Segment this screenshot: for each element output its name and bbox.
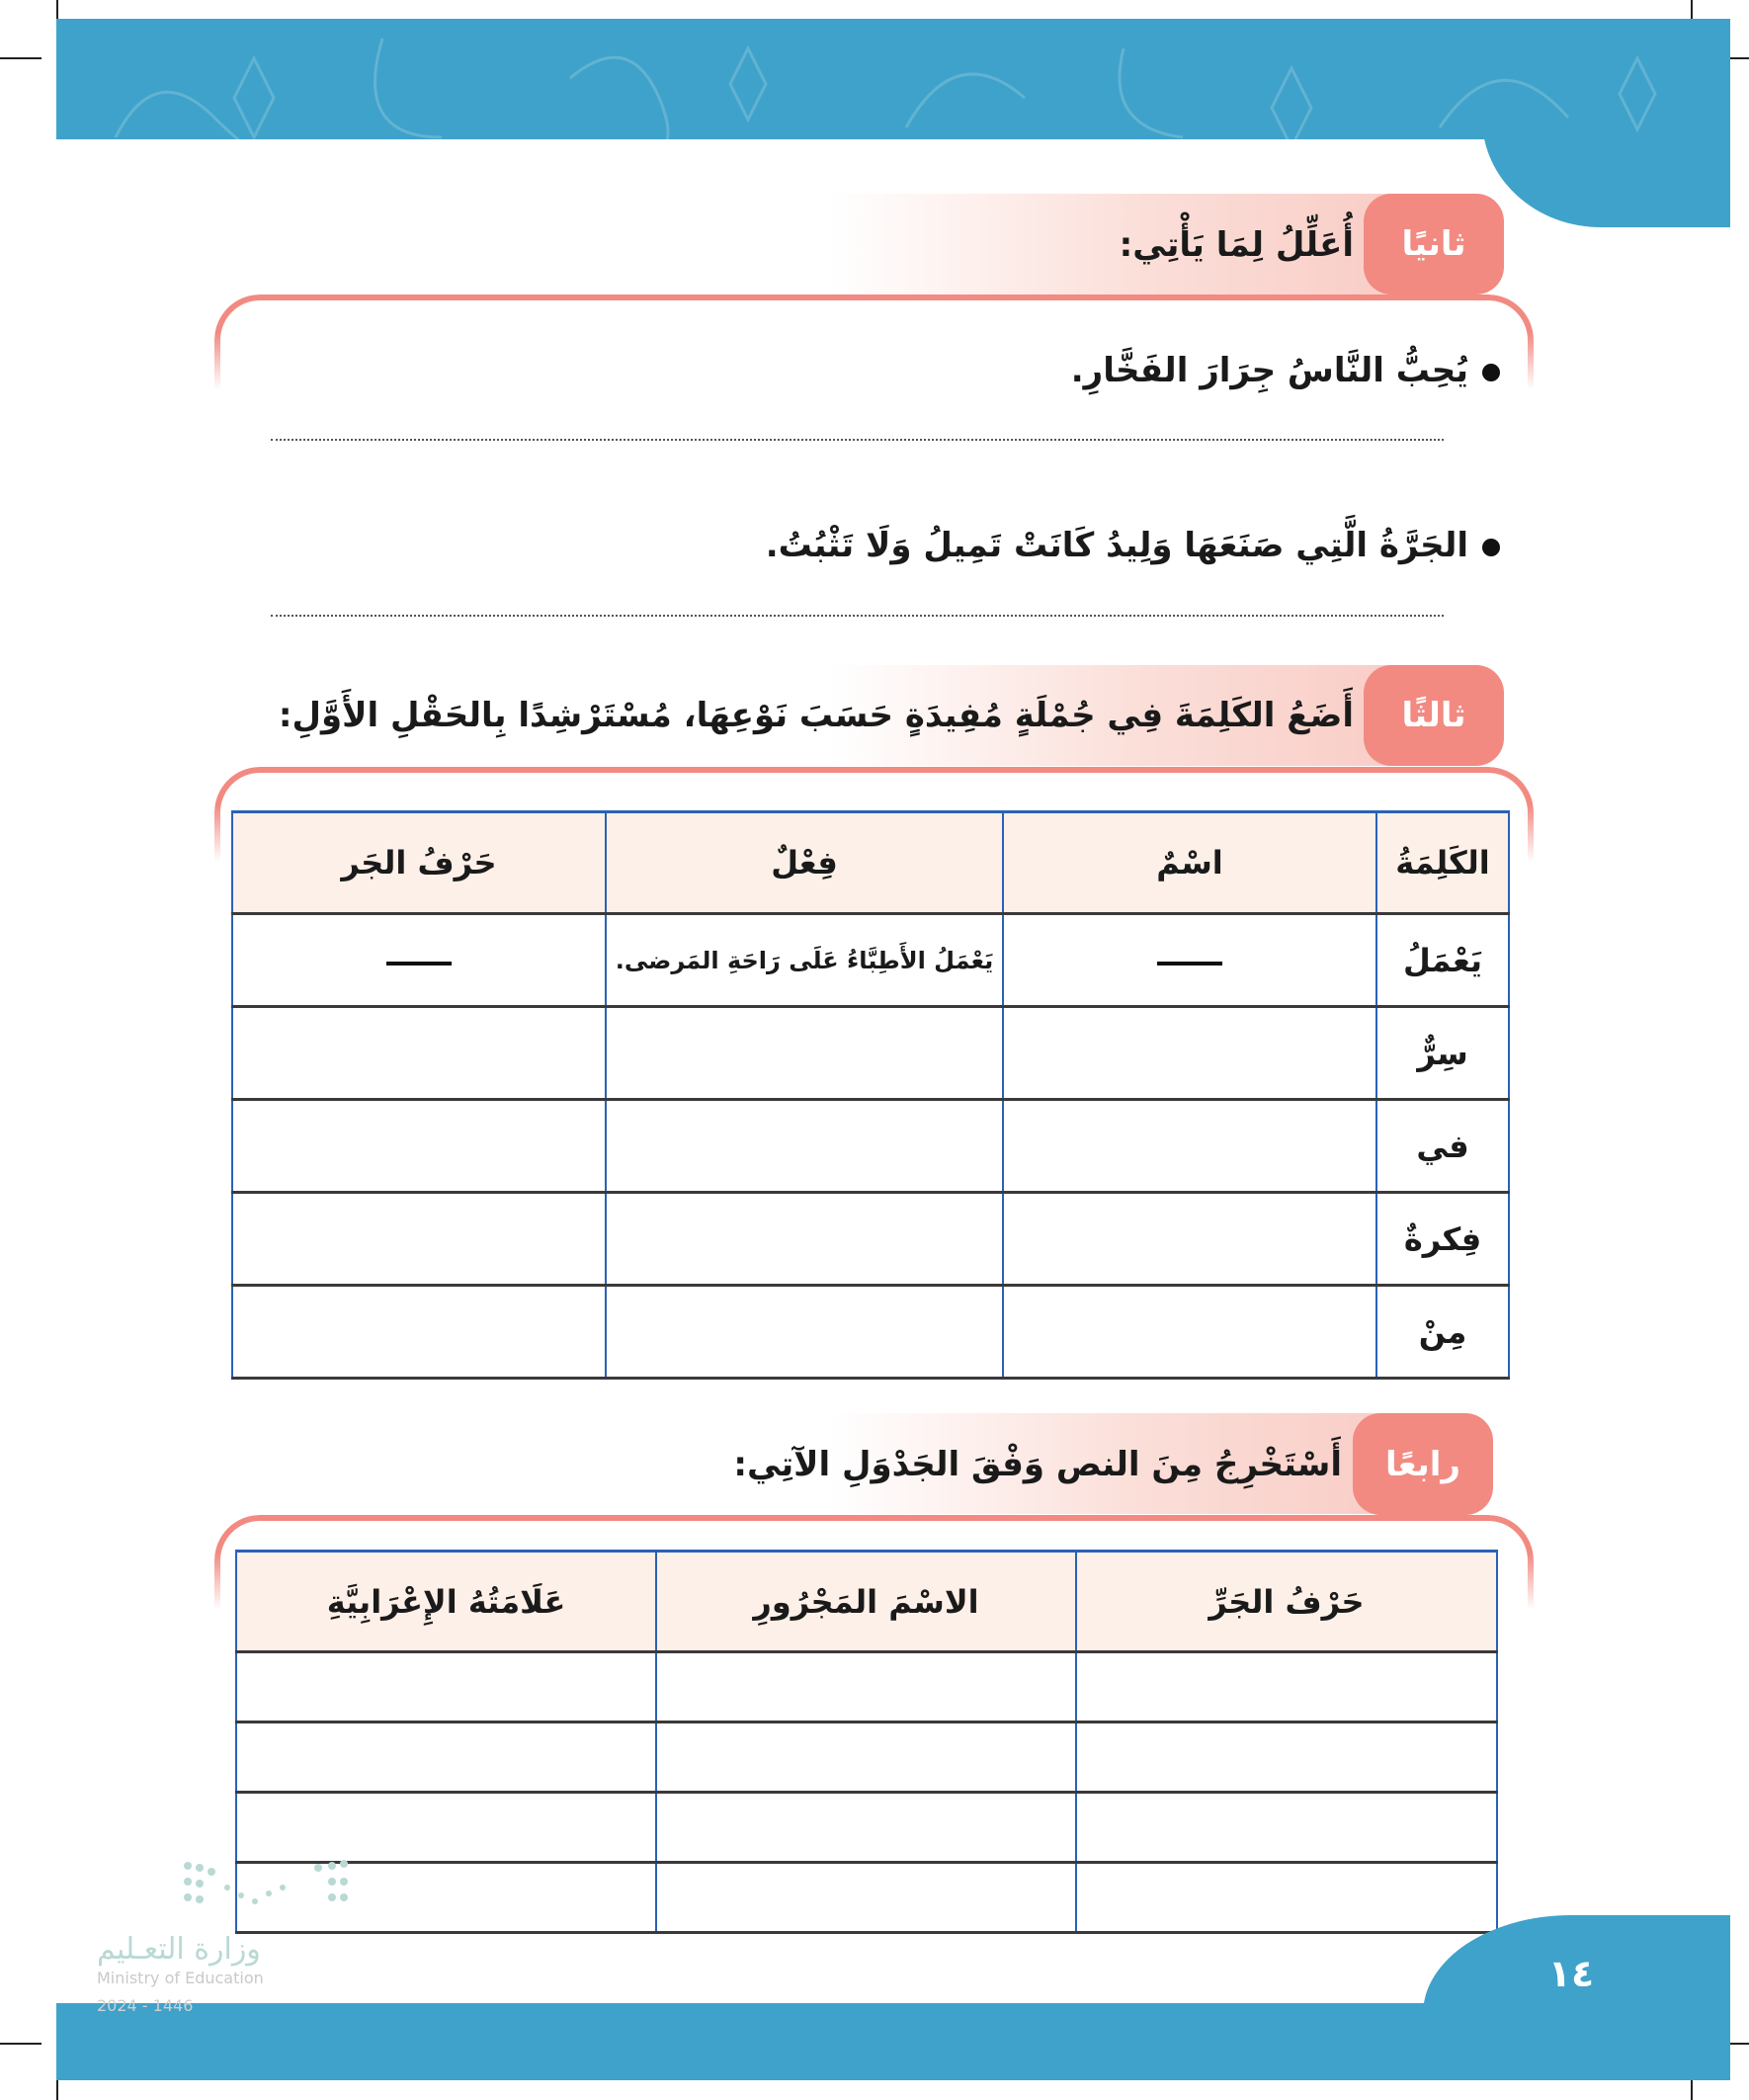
- ministry-logo-english: Ministry of Education: [97, 1969, 264, 1987]
- crop-mark: [0, 57, 42, 59]
- section-title: أَضَعُ الكَلِمَةَ فِي جُمْلَةٍ مُفِيدَةٍ حَسَبَ نَوْعِهَا، مُسْتَرْشِدًا بِالحَقْلِ الأَوَّلِ:: [278, 696, 1354, 735]
- word-type-table: [231, 810, 1510, 1380]
- verb-cell[interactable]: [606, 1007, 1003, 1100]
- answer-cell[interactable]: [1076, 1722, 1497, 1793]
- answer-line[interactable]: [271, 615, 1444, 617]
- answer-cell[interactable]: [656, 1793, 1076, 1863]
- preposition-cell[interactable]: [232, 1007, 606, 1100]
- header-preposition: حَرْفُ الجَر: [232, 812, 606, 914]
- header-word: الكَلِمَةُ: [1376, 812, 1509, 914]
- verb-cell: يَعْمَلُ الأَطِبَّاءُ عَلَى رَاحَةِ المَرضى.: [606, 914, 1003, 1007]
- answer-cell[interactable]: [656, 1722, 1076, 1793]
- preposition-cell[interactable]: [232, 1286, 606, 1379]
- header-verb: فِعْلٌ: [606, 812, 1003, 914]
- top-decorative-band: [56, 19, 1730, 139]
- crop-mark: [0, 2043, 42, 2045]
- answer-cell[interactable]: [236, 1722, 656, 1793]
- answer-cell[interactable]: [1076, 1793, 1497, 1863]
- word-cell: سِرٌّ: [1376, 1007, 1509, 1100]
- verb-cell[interactable]: [606, 1193, 1003, 1286]
- page-number: ١٤: [1547, 1952, 1595, 1995]
- bullet-icon: [1482, 364, 1500, 381]
- noun-cell[interactable]: [1003, 1286, 1376, 1379]
- ministry-logo-arabic: وزارة التعـليم: [97, 1932, 261, 1967]
- answer-cell[interactable]: [236, 1793, 656, 1863]
- ministry-logo-icon: [180, 1858, 353, 1917]
- word-cell: فِكرةٌ: [1376, 1193, 1509, 1286]
- answer-cell[interactable]: [1076, 1863, 1497, 1933]
- bullet-text: الجَرَّةُ الَّتِي صَنَعَهَا وَلِيدُ كَانَتْ تَمِيلُ وَلَا تَثْبُتُ.: [765, 526, 1468, 565]
- table-row: [232, 1007, 1509, 1100]
- preposition-cell[interactable]: [232, 1100, 606, 1193]
- answer-cell[interactable]: [656, 1863, 1076, 1933]
- noun-cell: [1003, 914, 1376, 1007]
- section-badge: رابعًا: [1353, 1413, 1493, 1515]
- bullet-item: [1071, 351, 1500, 390]
- table-row: [232, 1193, 1509, 1286]
- table-row: [236, 1863, 1497, 1933]
- bottom-decorative-band: [56, 2003, 1730, 2080]
- table-row: [236, 1793, 1497, 1863]
- dash: [1157, 962, 1222, 966]
- top-band-curve: [1482, 99, 1730, 227]
- preposition-cell[interactable]: [232, 1193, 606, 1286]
- word-cell: في: [1376, 1100, 1509, 1193]
- header-case-marker: عَلَامَتُهُ الإِعْرَابِيَّةِ: [236, 1552, 656, 1652]
- answer-cell[interactable]: [1076, 1652, 1497, 1722]
- word-cell: مِنْ: [1376, 1286, 1509, 1379]
- section-title: أُعَلِّلُ لِمَا يَأْتِي:: [1119, 225, 1354, 265]
- table-row: [232, 1100, 1509, 1193]
- answer-cell[interactable]: [236, 1652, 656, 1722]
- bullet-icon: [1482, 539, 1500, 556]
- table-row: [236, 1722, 1497, 1793]
- section-title: أَسْتَخْرِجُ مِنَ النص وَفْقَ الجَدْوَلِ الآتِي:: [733, 1445, 1342, 1484]
- word-cell: يَعْمَلُ: [1376, 914, 1509, 1007]
- section-badge: ثانيًا: [1364, 194, 1504, 294]
- table-row: [232, 1286, 1509, 1379]
- header-preposition: حَرْفُ الجَرِّ: [1076, 1552, 1497, 1652]
- answer-line[interactable]: [271, 439, 1444, 441]
- table-row: [236, 1652, 1497, 1722]
- table-row: [232, 914, 1509, 1007]
- verb-cell[interactable]: [606, 1286, 1003, 1379]
- noun-cell[interactable]: [1003, 1100, 1376, 1193]
- preposition-cell: [232, 914, 606, 1007]
- header-genitive-noun: الاسْمَ المَجْرُورِ: [656, 1552, 1076, 1652]
- bullet-text: يُحِبُّ النَّاسُ جِرَارَ الفَخَّارِ.: [1070, 351, 1468, 390]
- noun-cell[interactable]: [1003, 1193, 1376, 1286]
- noun-cell[interactable]: [1003, 1007, 1376, 1100]
- answer-cell[interactable]: [656, 1652, 1076, 1722]
- extraction-table: [235, 1550, 1498, 1934]
- verb-cell[interactable]: [606, 1100, 1003, 1193]
- ministry-logo-year: 2024 - 1446: [97, 1996, 194, 2015]
- header-noun: اسْمٌ: [1003, 812, 1376, 914]
- bullet-item: [766, 526, 1500, 565]
- dash: [386, 962, 452, 966]
- section-badge: ثالثًا: [1364, 665, 1504, 766]
